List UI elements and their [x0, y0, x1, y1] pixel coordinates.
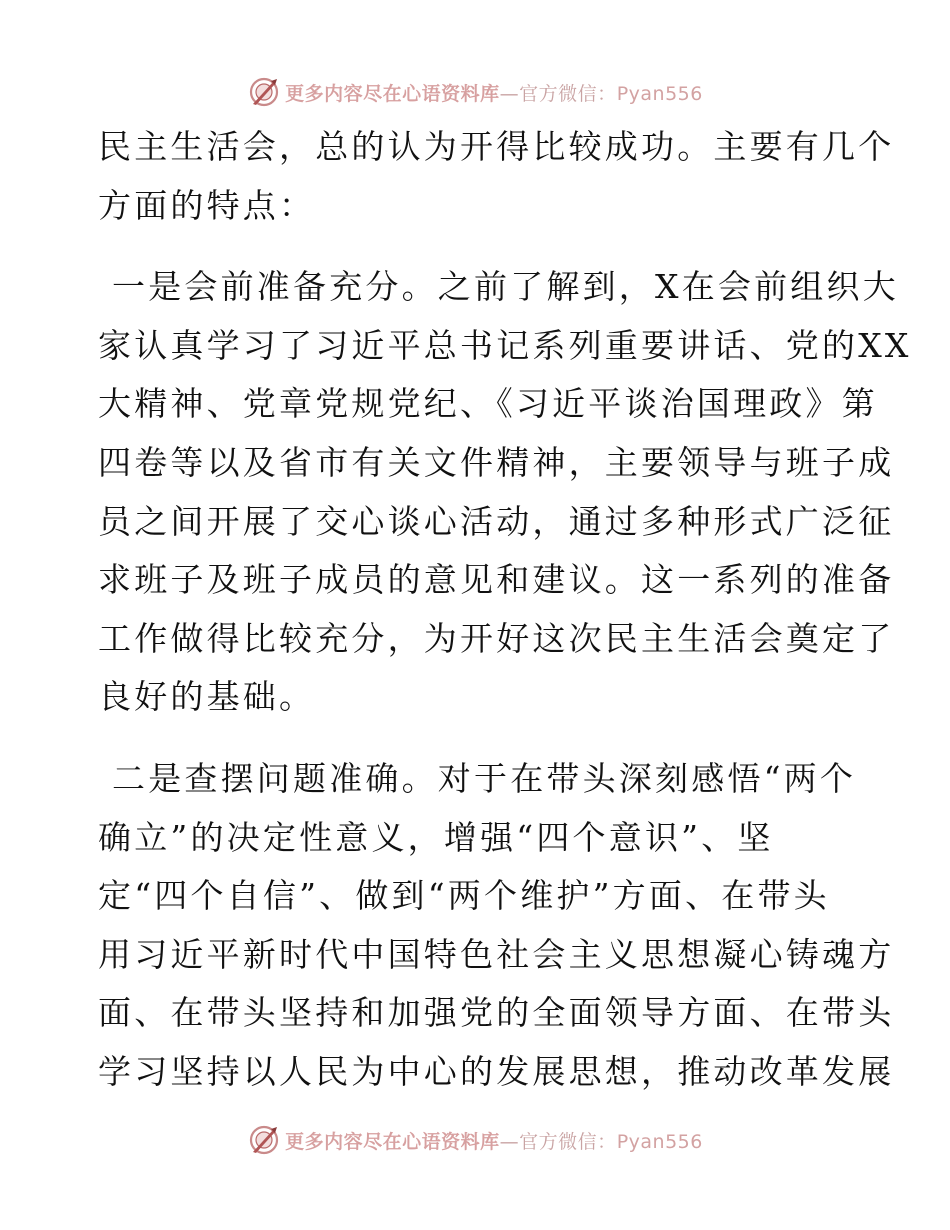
text-line: 学习坚持以人民为中心的发展思想，推动改革发展 — [98, 1051, 895, 1091]
paragraph-point-one — [98, 258, 912, 727]
text-line: 四卷等以及省市有关文件精神，主要领导与班子成 — [98, 442, 895, 482]
quill-logo-icon — [247, 1123, 281, 1157]
header-watermark — [0, 72, 950, 112]
text-line: 良好的基础。 — [98, 677, 316, 717]
watermark-text: 更多内容尽在心语资料库—官方微信：Pyan556 — [285, 82, 703, 105]
paragraph-intro — [98, 118, 895, 235]
footer-watermark — [0, 1120, 950, 1160]
text-line: 求班子及班子成员的意见和建议。这一系列的准备 — [98, 560, 895, 600]
text-line: 家认真学习了习近平总书记系列重要讲话、党的XX — [98, 325, 912, 365]
text-line: 确立”的决定性意义，增强“四个意识”、坚 — [98, 817, 774, 857]
quill-logo-icon — [247, 75, 281, 109]
watermark-text: 更多内容尽在心语资料库—官方微信：Pyan556 — [285, 1130, 703, 1153]
text-line: 用习近平新时代中国特色社会主义思想凝心铸魂方 — [98, 934, 895, 974]
text-line: 一是会前准备充分。之前了解到，X在会前组织大 — [112, 267, 899, 307]
text-line: 方面的特点： — [98, 185, 316, 225]
text-line: 二是查摆问题准确。对于在带头深刻感悟“两个 — [112, 758, 857, 798]
text-line: 面、在带头坚持和加强党的全面领导方面、在带头 — [98, 993, 895, 1033]
document-body — [98, 118, 912, 1102]
text-line: 定“四个自信”、做到“两个维护”方面、在带头 — [98, 876, 830, 916]
text-line: 工作做得比较充分，为开好这次民主生活会奠定了 — [98, 618, 895, 658]
paragraph-point-two — [98, 750, 895, 1102]
text-line: 民主生活会，总的认为开得比较成功。主要有几个 — [98, 127, 895, 166]
text-line: 大精神、党章党规党纪、《习近平谈治国理政》第 — [98, 384, 878, 424]
text-line: 员之间开展了交心谈心活动，通过多种形式广泛征 — [98, 501, 895, 541]
